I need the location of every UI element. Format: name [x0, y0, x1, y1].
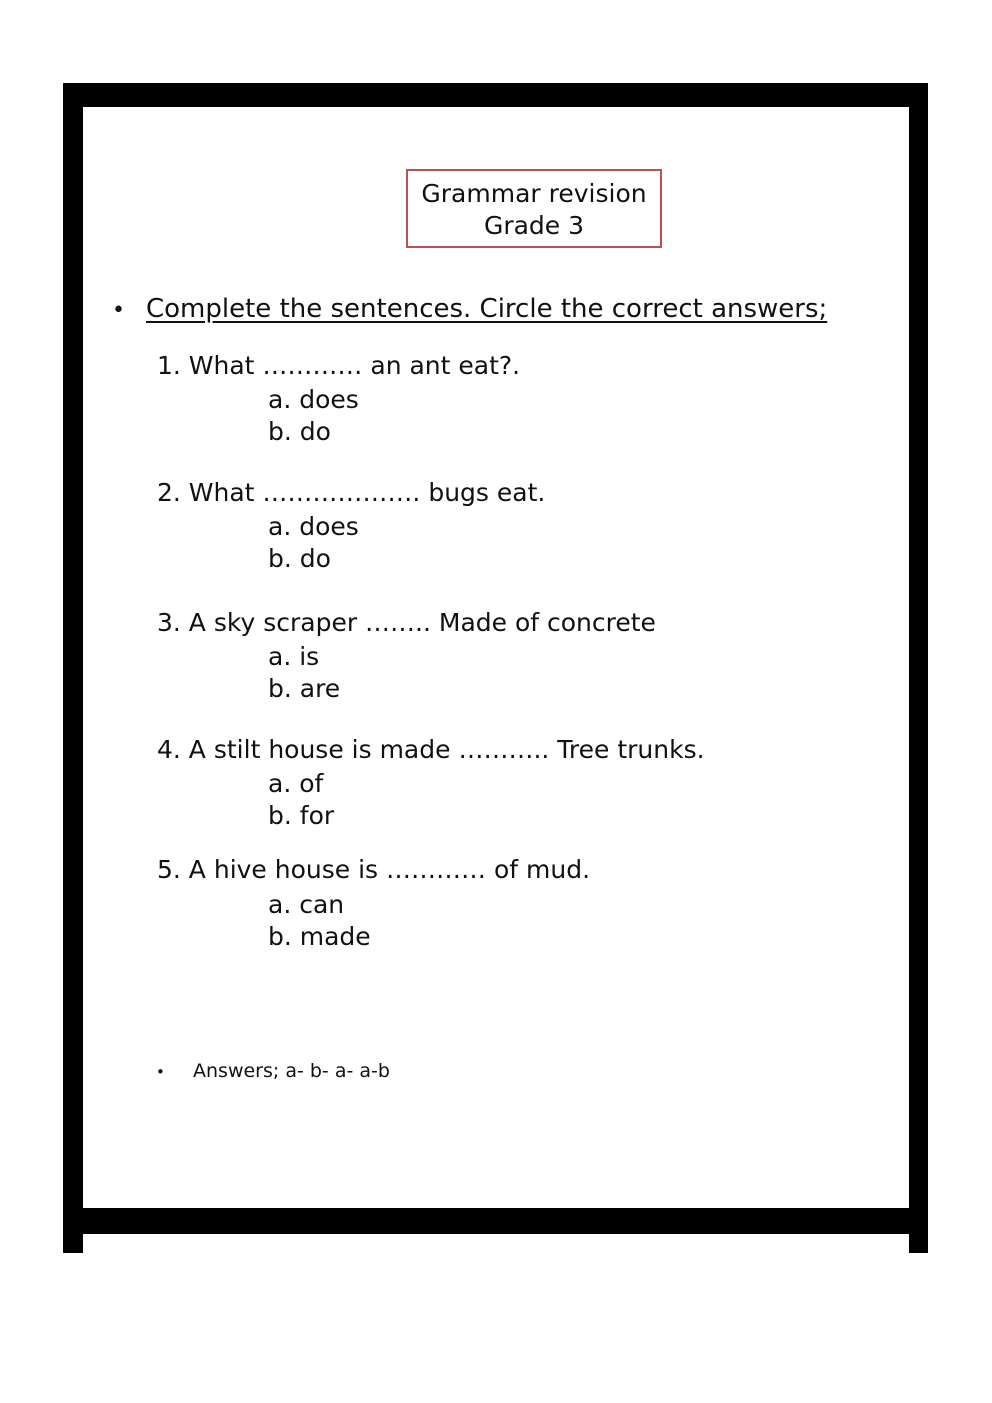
frame-bottom-border [63, 1208, 928, 1234]
question-5: 5. A hive house is ………… of mud. [157, 855, 591, 884]
grade-label: Grade 3 [483, 211, 585, 240]
question-2-option-a: a. does [268, 512, 359, 541]
question-4-option-a: a. of [268, 769, 324, 798]
question-3-option-a: a. is [268, 642, 320, 671]
instruction-text: Complete the sentences. Circle the correct answers; [146, 294, 828, 324]
question-2: 2. What ………………. bugs eat. [157, 478, 546, 507]
frame-left-border [63, 83, 83, 1253]
title-box [406, 169, 662, 248]
question-1-option-a: a. does [268, 385, 359, 414]
question-4: 4. A stilt house is made ……….. Tree trunks. [157, 735, 705, 764]
question-4-option-b: b. for [268, 801, 335, 830]
instruction [112, 294, 827, 324]
answer-key-text: Answers; a- b- a- a-b [193, 1060, 390, 1082]
question-5-option-b: b. made [268, 922, 371, 951]
question-5-option-a: a. can [268, 890, 345, 919]
answer-key-bullet: • [156, 1063, 165, 1081]
frame-top-border [63, 83, 928, 107]
question-1-option-b: b. do [268, 417, 331, 446]
title-heading: Grammar revision [421, 179, 647, 208]
question-3-option-b: b. are [268, 674, 341, 703]
frame-right-border [909, 83, 928, 1253]
answer-key [156, 1060, 390, 1082]
instruction-bullet: • [112, 298, 125, 323]
question-2-option-b: b. do [268, 544, 331, 573]
question-1: 1. What ………… an ant eat?. [157, 351, 521, 380]
question-3: 3. A sky scraper …….. Made of concrete [157, 608, 656, 637]
